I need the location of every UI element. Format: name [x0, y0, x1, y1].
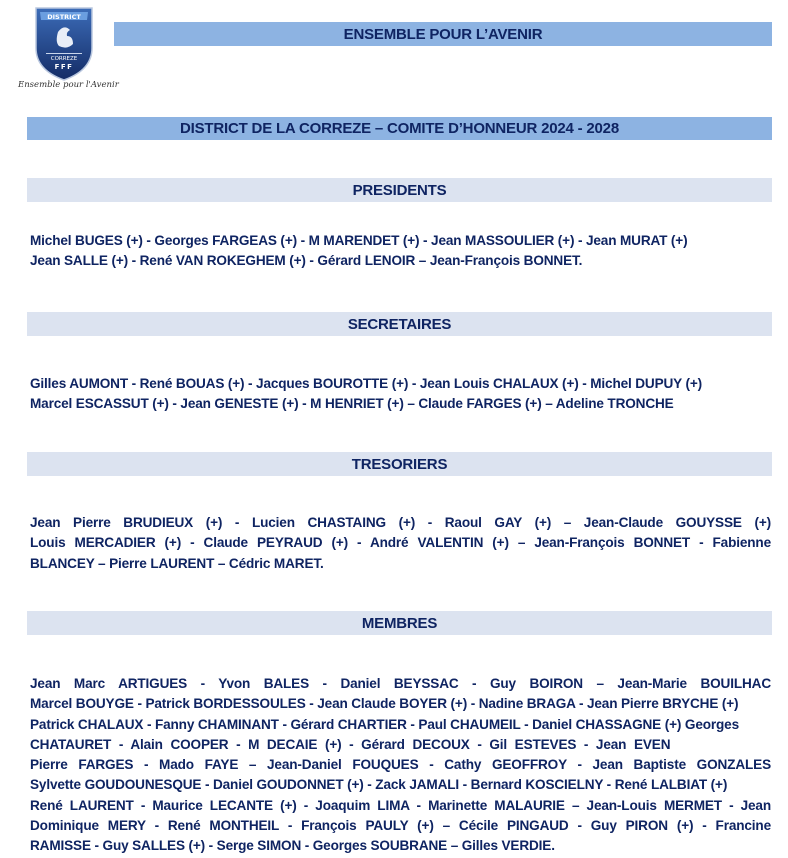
name-line: Jean Marc ARTIGUES - Yvon BALES - Daniel BEYSSAC - Guy BOIRON – Jean-Marie BOUILHAC	[30, 676, 771, 691]
section-heading-text: SECRETAIRES	[347, 315, 452, 333]
membres-list	[30, 674, 771, 857]
name-line: Dominique MERY - René MONTHEIL - François PAULY (+) – Cécile PINGAUD - Guy PIRON (+) - Francine	[30, 818, 771, 834]
document-title: DISTRICT DE LA CORREZE – COMITE D’HONNEUR 2024 - 2028	[180, 120, 619, 137]
name-line: BLANCEY – Pierre LAURENT – Cédric MARET.	[30, 555, 324, 571]
secretaires-list	[30, 374, 771, 415]
name-line: Jean Pierre BRUDIEUX (+) - Lucien CHASTAING (+) - Raoul GAY (+) – Jean-Claude GOUYSSE (+)	[30, 515, 771, 530]
section-heading-text: MEMBRES	[361, 614, 438, 632]
logo-tagline: Ensemble pour l'Avenir	[18, 80, 119, 90]
name-line: Pierre FARGES - Mado FAYE – Jean-Daniel FOUQUES - Cathy GEOFFROY - Jean Baptiste GONZALES	[30, 757, 771, 773]
name-line: Sylvette GOUDOUNESQUE - Daniel GOUDONNET (+) - Zack JAMALI - Bernard KOSCIELNY - René LALBIAT (+)	[30, 777, 728, 793]
banner-title: ENSEMBLE POUR L’AVENIR	[343, 25, 543, 43]
presidents-list	[30, 231, 771, 272]
logo-middle-text: CORREZE	[50, 56, 78, 62]
name-line: Jean SALLE (+) - René VAN ROKEGHEM (+) - Gérard LENOIR – Jean-François BONNET.	[30, 253, 583, 269]
section-heading-membres	[27, 611, 772, 635]
logo-top-text: DISTRICT	[47, 13, 81, 21]
name-line: Patrick CHALAUX - Fanny CHAMINANT - Gérard CHARTIER - Paul CHAUMEIL - Daniel CHASSAGNE (+) Georges	[30, 716, 740, 732]
name-line: Marcel BOUYGE - Patrick BORDESSOULES - Jean Claude BOYER (+) - Nadine BRAGA - Jean Pierre BRYCHE (+)	[30, 696, 739, 712]
name-line: Marcel ESCASSUT (+) - Jean GENESTE (+) - M HENRIET (+) – Claude FARGES (+) – Adeline TRONCHE	[30, 396, 674, 412]
section-heading-presidents	[27, 178, 772, 202]
name-line: RAMISSE - Guy SALLES (+) - Serge SIMON - Georges SOUBRANE – Gilles VERDIE.	[30, 838, 555, 854]
name-line: Michel BUGES (+) - Georges FARGEAS (+) - M MARENDET (+) - Jean MASSOULIER (+) - Jean MURAT (+)	[30, 233, 688, 248]
section-heading-text: TRESORIERS	[351, 455, 448, 473]
document-title-band	[27, 117, 772, 140]
section-heading-secretaires	[27, 312, 772, 336]
section-heading-tresoriers	[27, 452, 772, 476]
name-line: Louis MERCADIER (+) - Claude PEYRAUD (+) - André VALENTIN (+) – Jean-François BONNET - Fabienne	[30, 535, 771, 551]
logo-bottom-text: FFF	[54, 63, 74, 71]
name-line: Gilles AUMONT - René BOUAS (+) - Jacques BOUROTTE (+) - Jean Louis CHALAUX (+) - Michel DUPUY (+)	[30, 376, 703, 391]
name-line: CHATAURET - Alain COOPER - M DECAIE (+) - Gérard DECOUX - Gil ESTEVES - Jean EVEN	[30, 736, 671, 752]
name-line: René LAURENT - Maurice LECANTE (+) - Joaquim LIMA - Marinette MALAURIE – Jean-Louis MERMET - Jean	[30, 797, 771, 813]
tresoriers-list	[30, 513, 771, 574]
shield-logo-icon	[18, 4, 110, 82]
section-heading-text: PRESIDENTS	[352, 181, 447, 199]
banner-title-band	[114, 22, 772, 46]
